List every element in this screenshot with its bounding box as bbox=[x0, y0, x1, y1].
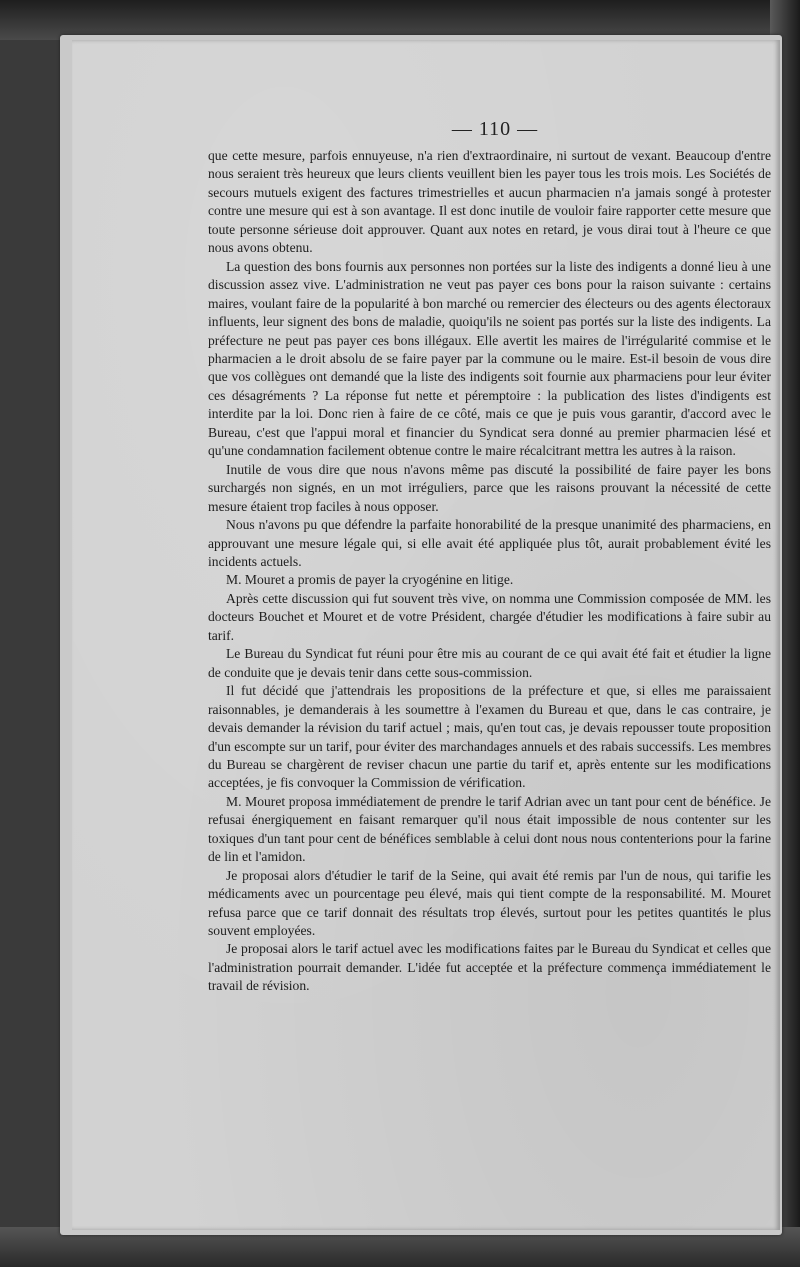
paragraph: M. Mouret proposa immédiatement de prendre le tarif Adrian avec un tant pour cent de bénéfice. Je refusai énergiquement en faisant remarquer qu'il nous était impossible de nous contenter sur les toxiques d'un tant pour cent de bénéfices semblable à celui dont nous nous contenterions pour la farine de lin et l'amidon. bbox=[208, 793, 771, 865]
paragraph: Le Bureau du Syndicat fut réuni pour être mis au courant de ce qui avait été fait et étudier la ligne de conduite que je devais tenir dans cette sous-commission. bbox=[208, 646, 771, 680]
paragraph: Il fut décidé que j'attendrais les propositions de la préfecture et que, si elles me paraissaient raisonnables, je demanderais à les soumettre à l'examen du Bureau et que, dans le cas contraire, je devais demander la révision du tarif actuel ; mais, qu'en tout cas, je devais repousser toute proposition d'un escompte sur un tarif, pour éviter des marchandages annuels et des rabais successifs. Les membres du Bureau se chargèrent de reviser chacun une partie du tarif et, après entente sur les modifications acceptées, je fis convoquer la Commission de vérification. bbox=[208, 683, 771, 791]
paragraph: Je proposai alors le tarif actuel avec les modifications faites par le Bureau du Syndicat et celles que l'administration pourrait demander. L'idée fut acceptée et la préfecture commença immédiatement le travail de révision. bbox=[208, 941, 771, 994]
body-text bbox=[208, 147, 771, 996]
paragraph: Nous n'avons pu que défendre la parfaite honorabilité de la presque unanimité des pharmaciens, en approuvant une mesure légale qui, si elle avait été appliquée plus tôt, aurait probablement évité les incidents actuels. bbox=[208, 517, 771, 569]
paragraph: Après cette discussion qui fut souvent très vive, on nomma une Commission composée de MM. les docteurs Bouchet et Mouret et de votre Président, chargée d'étudier les modifications à faire subir au tarif. bbox=[208, 590, 771, 643]
paragraph: que cette mesure, parfois ennuyeuse, n'a rien d'extraordinaire, ni surtout de vexant. Beaucoup d'entre nous seraient très heureux que leurs clients veuillent bien les payer tous les trois mois. Les Sociétés de secours mutuels exigent des factures trimestrielles et aucun pharmacien n'a jamais songé à protester contre une mesure qui est à son avantage. Il est donc inutile de vouloir faire rapporter cette mesure que toute personne sérieuse doit approuver. Quant aux notes en retard, je vous dirai tout à l'heure ce que nous avons obtenu. bbox=[208, 148, 771, 256]
paragraph: Je proposai alors d'étudier le tarif de la Seine, qui avait été remis par l'un de nous, qui tarifie les médicaments avec un pourcentage peu élevé, mais qui tient compte de la responsabilité. M. Mouret refusa parce que ce tarif donnait des résultats trop élevés, surtout pour les petites quantités le plus souvent employées. bbox=[208, 867, 771, 939]
paragraph: M. Mouret a promis de payer la cryogénine en litige. bbox=[226, 572, 514, 588]
scan-background-top bbox=[0, 0, 800, 40]
paragraph: La question des bons fournis aux personnes non portées sur la liste des indigents a donné lieu à une discussion assez vive. L'administration ne veut pas payer ces bons pour la raison suivante : certains maires, voulant faire de la popularité à bon marché ou remercier des électeurs ou des agents électoraux influents, leur signent des bons de maladie, quoiqu'ils ne soient pas portés sur la liste des indigents. La préfecture ne peut pas payer ces bons illégaux. Elle avertit les maires de l'irrégularité commise et le pharmacien a le droit absolu de se faire payer par la commune ou le maire. Est-il besoin de vous dire que vos collègues ont demandé que la liste des indigents soit fournie aux pharmaciens pour leur éviter ces désagréments ? La réponse fut nette et péremptoire : la publication des listes d'indigents est interdite par la loi. Donc rien à faire de ce côté, mais ce que je puis vous garantir, d'accord avec le Bureau, c'est que l'appui moral et financier du Syndicat sera donné au premier pharmacien lésé et qu'une condamnation facilement obtenue contre le maire récalcitrant mettra les autres à la raison. bbox=[208, 258, 771, 459]
page-number: — 110 — bbox=[451, 118, 539, 140]
paragraph: Inutile de vous dire que nous n'avons même pas discuté la possibilité de faire payer les bons surchargés non signés, en un mot irréguliers, parce que les raisons prouvant la nécessité de cette mesure étaient trop faciles à nous opposer. bbox=[208, 461, 771, 514]
